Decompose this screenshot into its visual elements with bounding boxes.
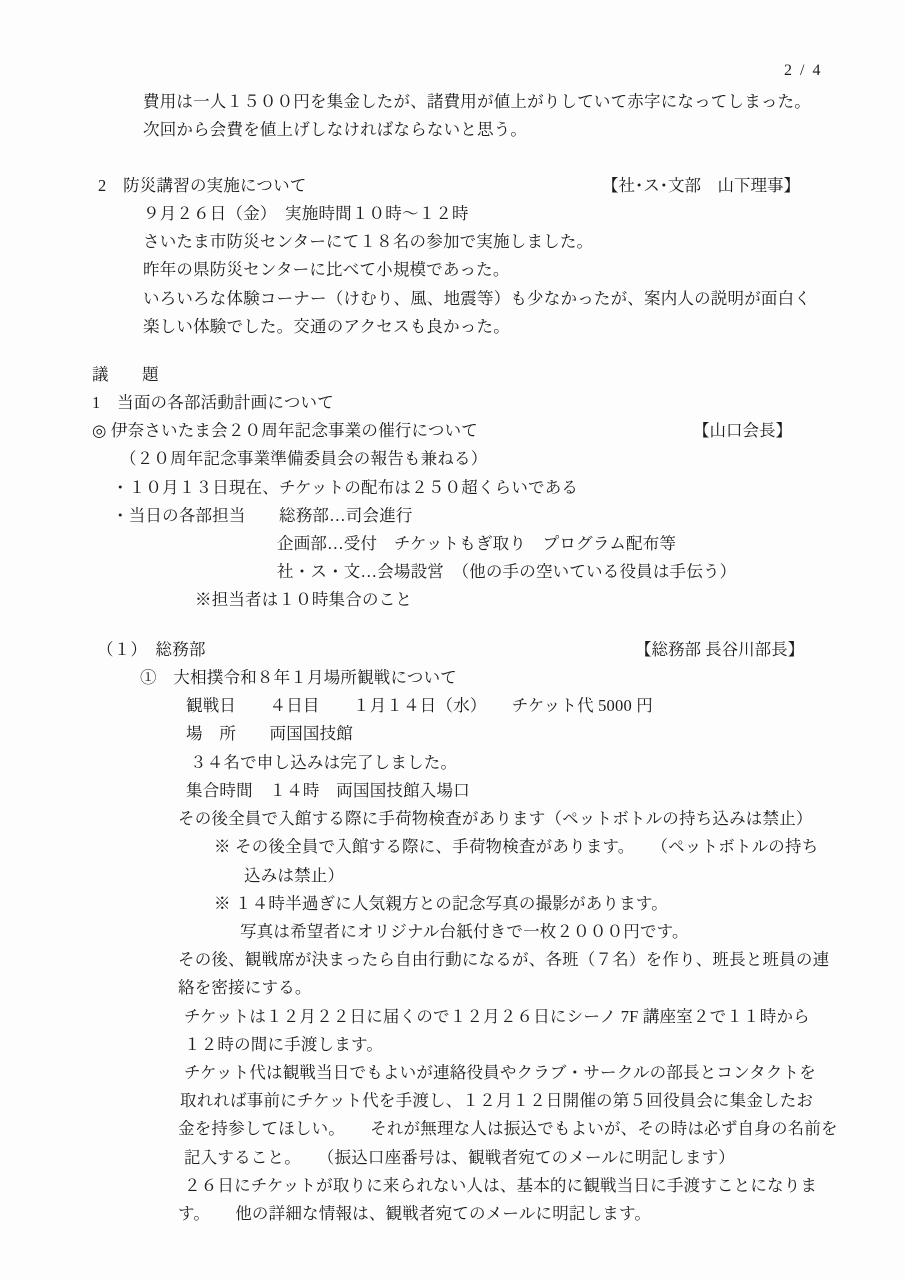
page-number: 2 / 4	[784, 62, 823, 79]
attribution-yamaguchi: 【山口会長】	[693, 421, 792, 440]
body-line: 絡を密接にする。	[178, 978, 312, 997]
body-line: 社・ス・文…会場設営 （他の手の空いている役員は手伝う）	[277, 562, 737, 581]
body-line: 観戦日 ４日目 １月１４日（水） チケット代 5000 円	[186, 696, 653, 715]
bullet-line: ・１０月１３日現在、チケットの配布は２５０超くらいである	[112, 478, 579, 497]
body-line: 次回から会費を値上げしなければならないと思う。	[143, 120, 528, 139]
body-line: チケットは１２月２２日に届くので１２月２６日にシーノ 7F 講座室２で１１時から	[184, 1007, 810, 1026]
body-line: さいたま市防災センターにて１８名の参加で実施しました。	[143, 232, 594, 251]
body-line: 昨年の県防災センターに比べて小規模であった。	[143, 260, 510, 279]
body-line: 集合時間 １４時 両国国技館入場口	[186, 781, 470, 800]
body-line: 楽しい体験でした。交通のアクセスも良かった。	[143, 317, 510, 336]
subsection-heading-soumu: （１） 総務部	[97, 640, 206, 659]
note-line: 写真は希望者にオリジナル台紙付きで一枚２０００円です。	[240, 922, 689, 941]
body-line: 記入すること。 （振込口座番号は、観戦者宛てのメールに明記します）	[184, 1148, 735, 1167]
note-line: 込みは禁止）	[244, 866, 345, 885]
body-line: 企画部…受付 チケットもぎ取り プログラム配布等	[277, 534, 677, 553]
agenda-item-1: 1 当面の各部活動計画について	[92, 393, 334, 412]
body-line: 取れれば事前にチケット代を手渡し、１２月１２日開催の第５回役員会に集金したお	[180, 1091, 814, 1110]
note-line: ※ １４時半過ぎに人気親方との記念写真の撮影があります。	[214, 894, 668, 913]
bullet-line: ・当日の各部担当 総務部…司会進行	[112, 506, 413, 525]
note-line: ※担当者は１０時集合のこと	[195, 590, 413, 609]
body-line: その後全員で入館する際に手荷物検査があります（ペットボトルの持ち込みは禁止）	[178, 809, 813, 828]
note-line: ※ その後全員で入館する際に、手荷物検査があります。 （ペットボトルの持ち	[214, 837, 819, 856]
section-heading-2: 2 防災講習の実施について	[98, 176, 307, 195]
body-line: ９月２６日（金） 実施時間１０時～１２時	[143, 204, 469, 223]
body-line: ３４名で申し込みは完了しました。	[190, 753, 458, 772]
body-line: その後、観戦席が決まったら自由行動になるが、各班（７名）を作り、班長と班員の連	[178, 950, 830, 969]
attribution-hasegawa: 【総務部 長谷川部長】	[635, 640, 805, 659]
attribution-yamashita: 【社･ス･文部 山下理事】	[602, 176, 800, 195]
body-line: １２時の間に手渡します。	[184, 1035, 384, 1054]
item-heading-sumo: ① 大相撲令和８年１月場所観戦について	[140, 668, 457, 687]
agenda-heading: 議 題	[92, 365, 159, 384]
body-line: （２０周年記念事業準備委員会の報告も兼ねる）	[120, 449, 488, 468]
body-line: いろいろな体験コーナー（けむり、風、地震等）も少なかったが、案内人の説明が面白く	[143, 289, 811, 308]
body-line: 場 所 両国国技館	[186, 724, 353, 743]
body-line: ２６日にチケットが取りに来られない人は、基本的に観戦当日に手渡すことになりま	[184, 1176, 818, 1195]
body-line: す。 他の詳細な情報は、観戦者宛てのメールに明記します。	[178, 1204, 652, 1223]
body-line: 費用は一人１５００円を集金したが、諸費用が値上がりしていて赤字になってしまった。	[143, 92, 811, 111]
body-line: チケット代は観戦当日でもよいが連絡役員やクラブ・サークルの部長とコンタクトを	[184, 1063, 816, 1082]
body-line: 金を持参してほしい。 それが無理な人は振込でもよいが、その時は必ず自身の名前を	[178, 1119, 838, 1138]
anniversary-heading: ◎ 伊奈さいたま会２０周年記念事業の催行について	[92, 421, 478, 440]
